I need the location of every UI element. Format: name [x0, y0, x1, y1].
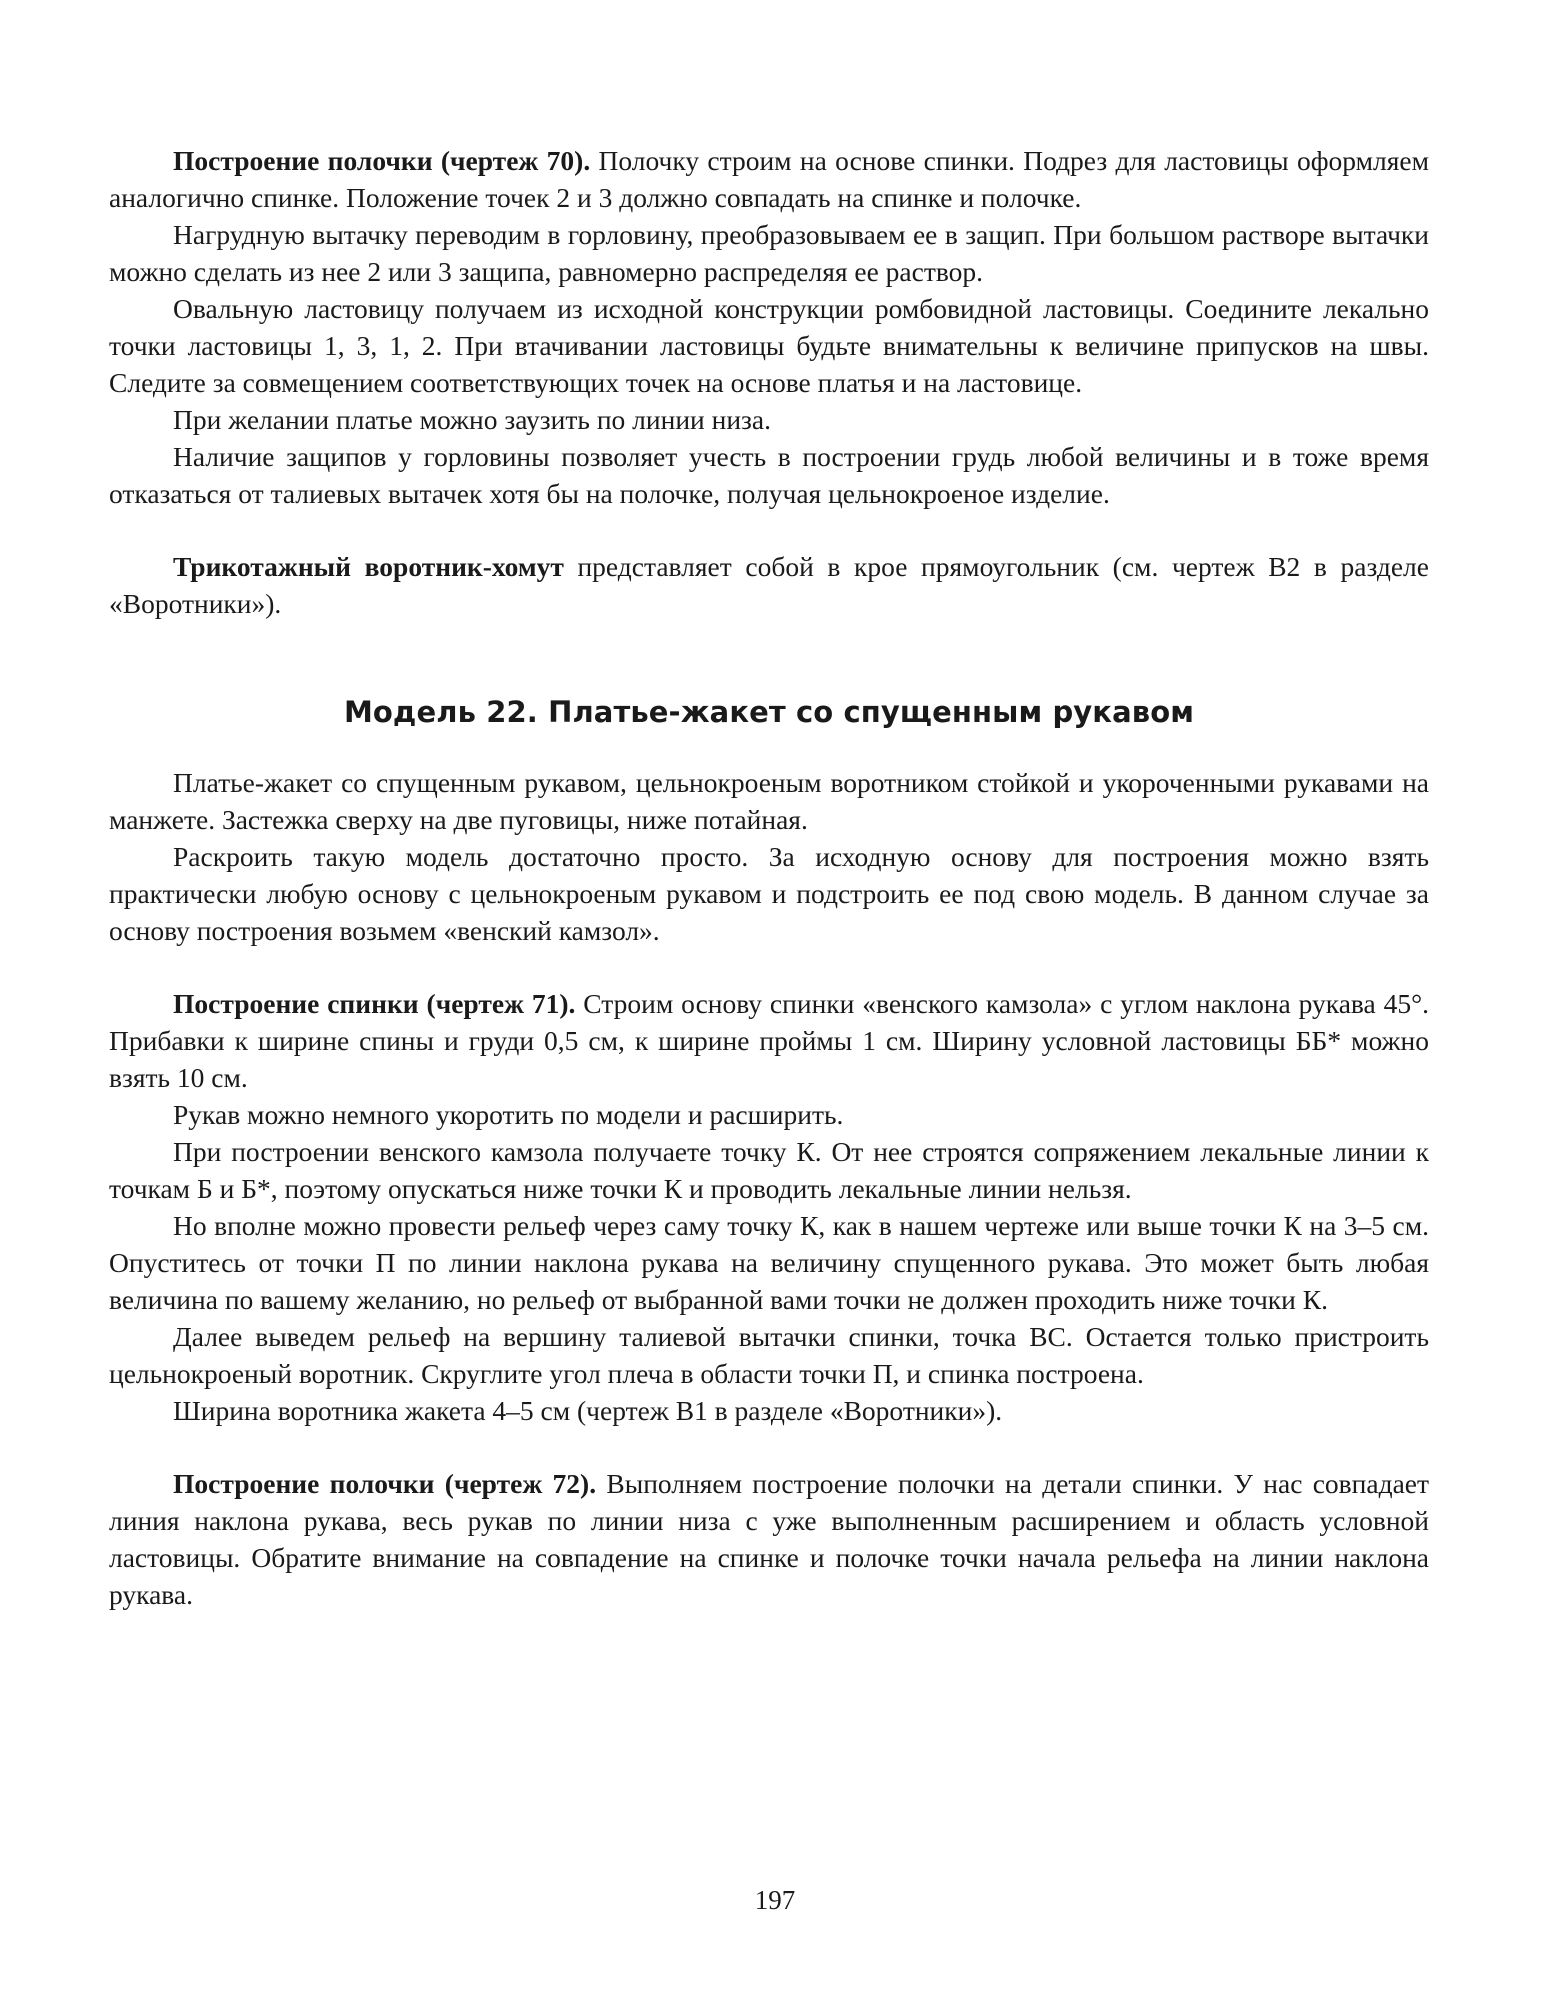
paragraph-text: Полочку строим на основе спинки. Подрез для ластовицы оформляем аналогично спинке. Положение точек 2 и 3 должно совпадать на спинке и полочке. — [109, 145, 1430, 213]
paragraph-lead: Построение полочки (чертеж 72). — [173, 1468, 597, 1499]
paragraph-bust-dart: Нагрудную вытачку переводим в горловину, преобразовываем ее в защип. При большом растворе вытачки можно сделать из нее 2 или 3 защипа, равномерно распределяя ее раствор. — [109, 219, 1429, 287]
paragraph-sleeve: Рукав можно немного укоротить по модели и расширить. — [173, 1099, 844, 1130]
paragraph-text: Выполняем построение полочки на детали спинки. У нас совпадает линия наклона рукава, весь рукав по линии низа с уже выполненным расширением и область условной ластовицы. Обратите внимание на совпадение на спинке и полочке точки начала рельефа на линии наклона рукава. — [109, 1468, 1429, 1610]
spacer — [109, 512, 1429, 548]
paragraph-front-72 — [109, 1465, 1429, 1613]
paragraph-collar — [109, 548, 1429, 622]
paragraph-model-description: Платье-жакет со спущенным рукавом, цельнокроеным воротником стойкой и укороченными рукавами на манжете. Застежка сверху на две пуговицы, ниже потайная. — [109, 767, 1429, 835]
paragraph-back-71 — [109, 985, 1429, 1096]
spacer — [109, 1429, 1429, 1465]
paragraph-lead: Построение полочки (чертеж 70). — [173, 145, 591, 176]
paragraph-text: представляет собой в крое прямоугольник (см. чертеж В2 в разделе «Воротники»). — [109, 551, 1429, 619]
page-number: 197 — [754, 1885, 796, 1915]
paragraph-relief: Но вполне можно провести рельеф через саму точку К, как в нашем чертеже или выше точки К на 3–5 см. Опуститесь от точки П по линии наклона рукава на величину спущенного рукава. Это может быть любая величина по вашему желанию, но рельеф от выбранной вами точки не должен проходить ниже точки К. — [109, 1210, 1429, 1315]
paragraph-tucks: Наличие защипов у горловины позволяет учесть в построении грудь любой величины и в тоже время отказаться от талиевых вытачек хотя бы на полочке, получая цельнокроеное изделие. — [109, 441, 1429, 509]
page-body — [109, 142, 1429, 1613]
spacer — [109, 949, 1429, 985]
paragraph-relief-waist: Далее выведем рельеф на вершину талиевой вытачки спинки, точка ВС. Остается только пристроить цельнокроеный воротник. Скруглите угол плеча в области точки П, и спинка построена. — [109, 1321, 1429, 1389]
paragraph-point-k: При построении венского камзола получаете точку К. От нее строятся сопряжением лекальные линии к точкам Б и Б*, поэтому опускаться ниже точки К и проводить лекальные линии нельзя. — [109, 1136, 1429, 1204]
paragraph-text: Строим основу спинки «венского камзола» с углом наклона рукава 45°. Прибавки к ширине спины и груди 0,5 см, к ширине проймы 1 см. Ширину условной ластовицы ББ* можно взять 10 см. — [109, 988, 1429, 1093]
paragraph-lead: Построение спинки (чертеж 71). — [173, 988, 576, 1019]
spacer — [109, 622, 1429, 692]
paragraph-model-basis: Раскроить такую модель достаточно просто. За исходную основу для построения можно взять практически любую основу с цельнокроеным рукавом и подстроить ее под свою модель. В данном случае за основу построения возьмем «венский камзол». — [109, 841, 1429, 946]
spacer — [109, 732, 1429, 764]
paragraph-collar-width: Ширина воротника жакета 4–5 см (чертеж В1 в разделе «Воротники»). — [173, 1395, 1003, 1426]
paragraph-narrow-hem: При желании платье можно заузить по линии низа. — [173, 404, 772, 435]
paragraph-gusset: Овальную ластовицу получаем из исходной конструкции ромбовидной ластовицы. Соедините лекально точки ластовицы 1, 3, 1, 2. При втачивании ластовицы будьте внимательны к величине припусков на швы. Следите за совмещением соответствующих точек на основе платья и на ластовице. — [109, 293, 1429, 398]
paragraph-lead: Трикотажный воротник-хомут — [173, 551, 564, 582]
paragraph-front-70 — [109, 142, 1429, 216]
section-heading: Модель 22. Платье-жакет со спущенным рукавом — [343, 695, 1195, 729]
